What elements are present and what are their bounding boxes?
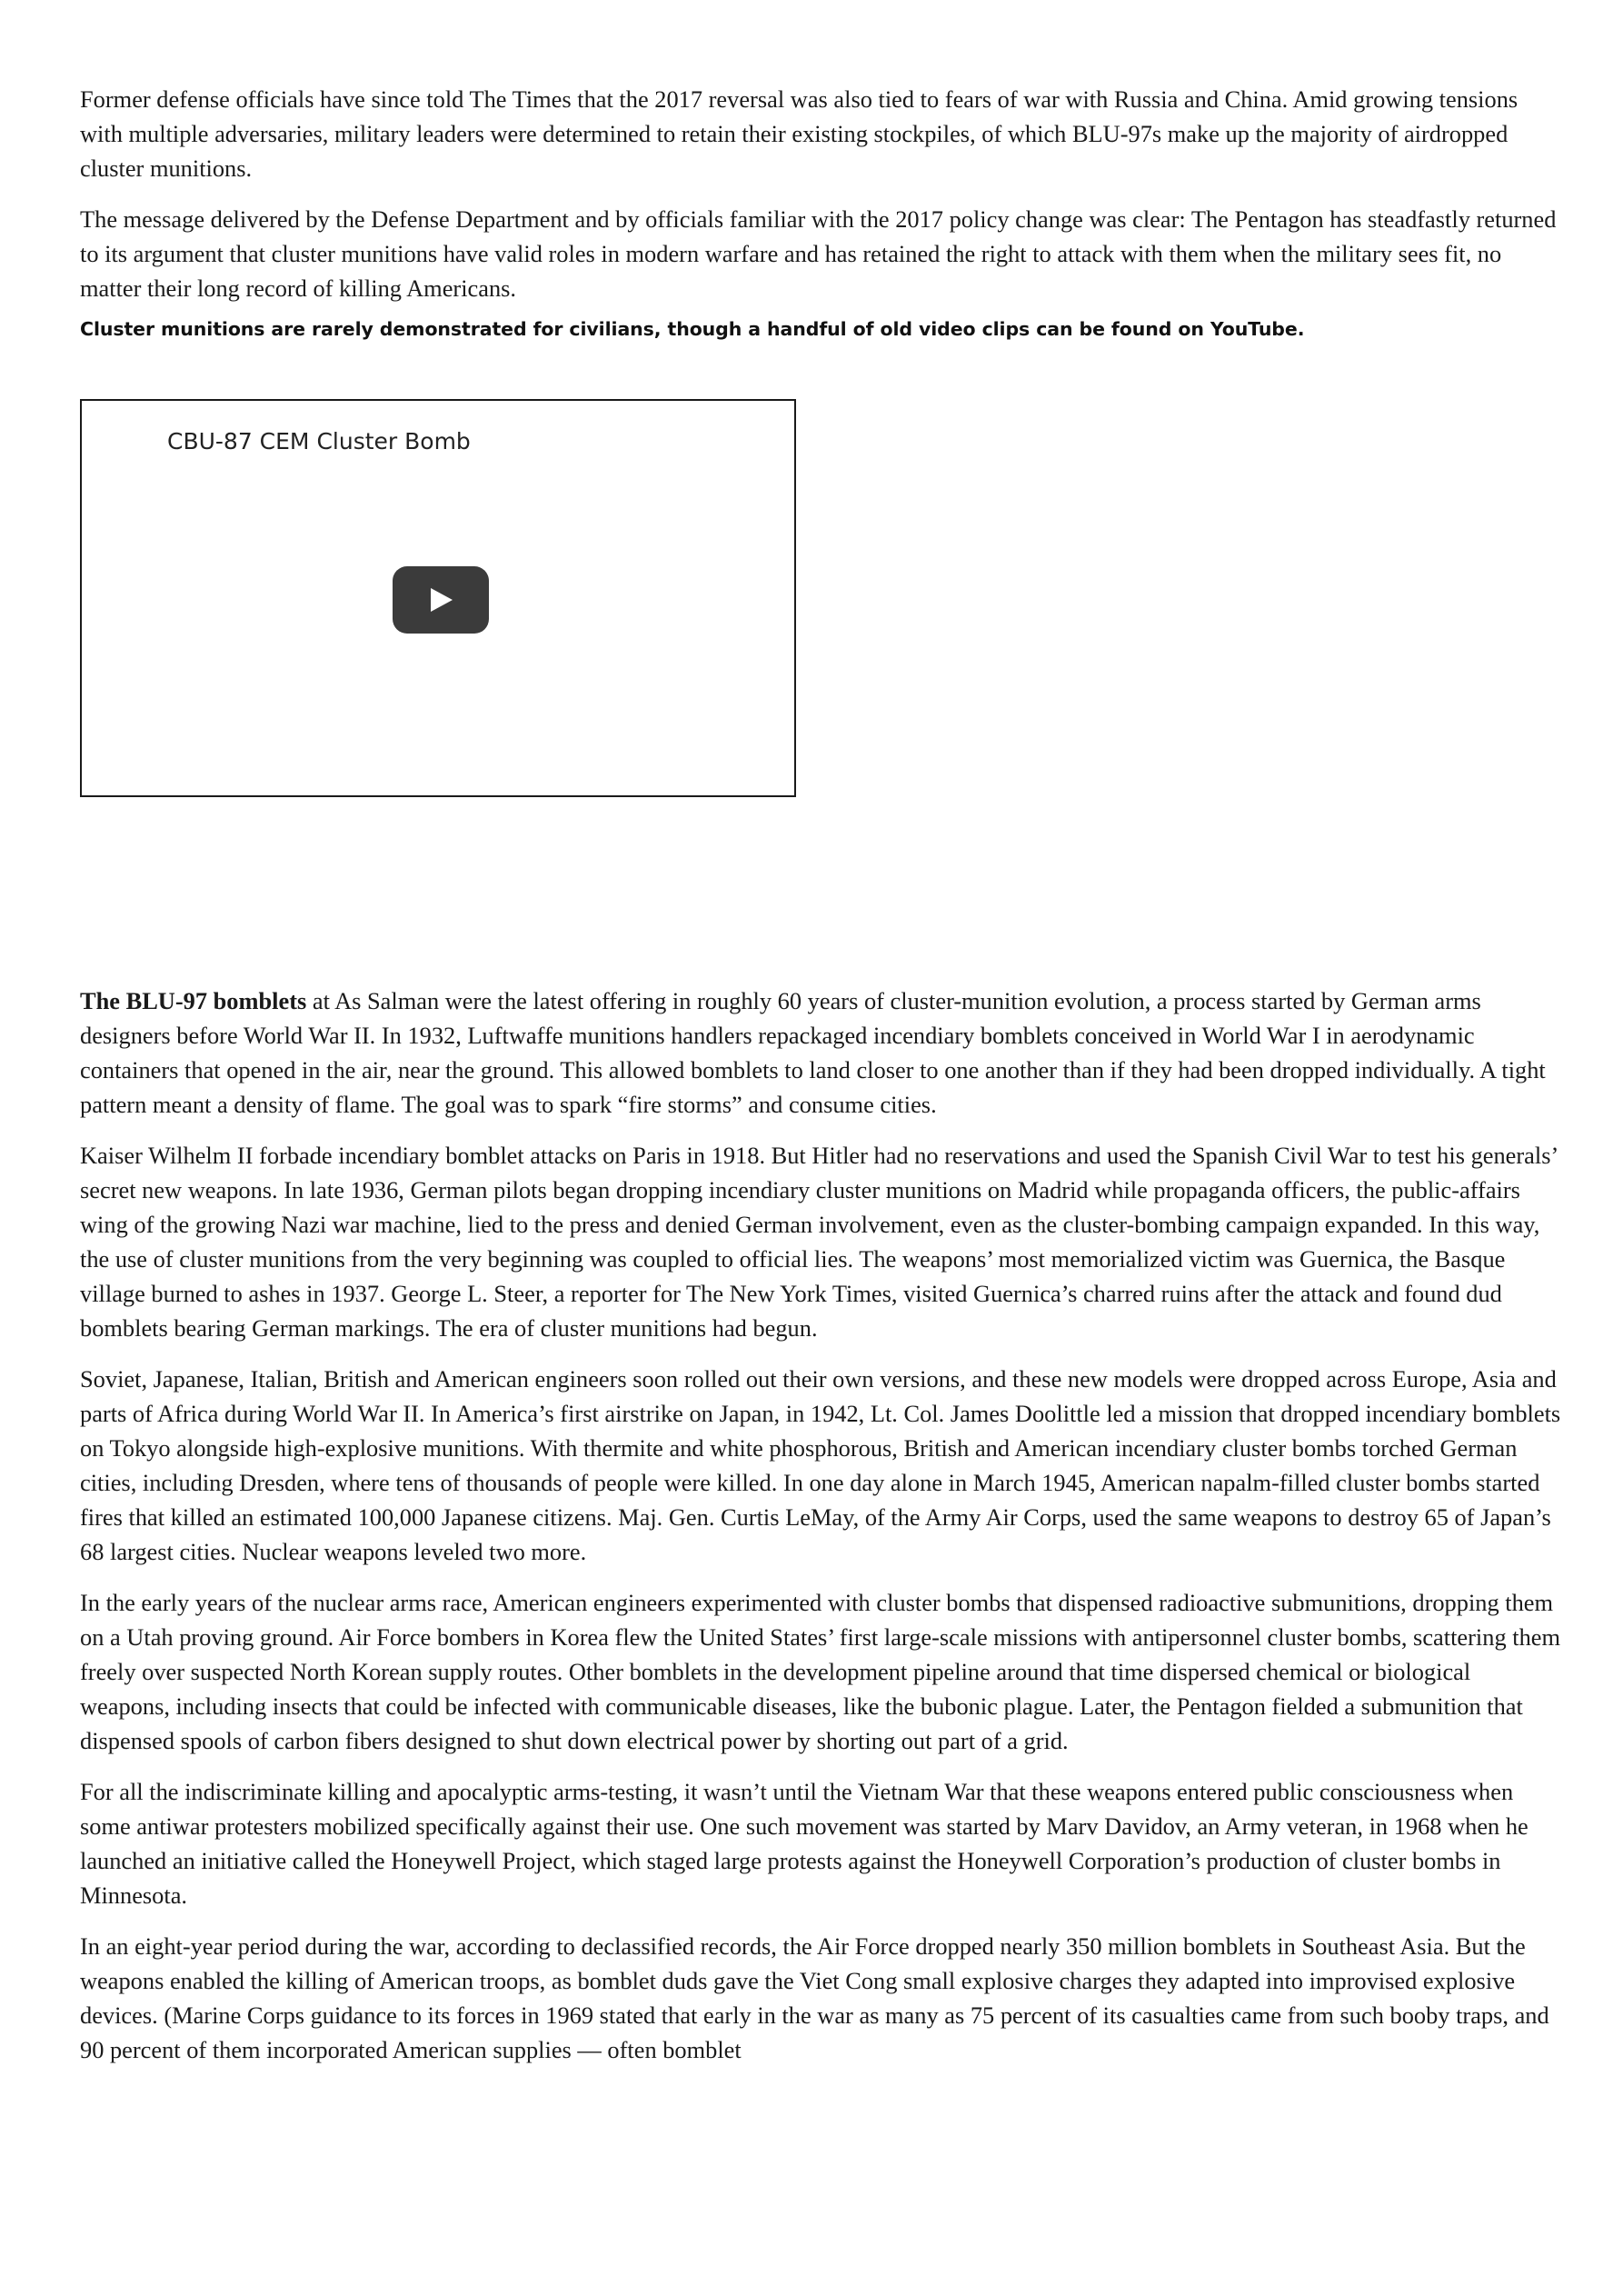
youtube-video-embed[interactable] [80,399,796,797]
paragraph: Former defense officials have since told The Times that the 2017 reversal was also tied to fears of war with Russia and China. Amid growing tensions with multiple adversaries, military leaders were determined to retain their existing stockpiles, of which BLU-97s make up the majority of airdropped cluster munitions. [80,85,1518,182]
paragraph: Soviet, Japanese, Italian, British and American engineers soon rolled out their own versions, and these new models were dropped across Europe, Asia and parts of Africa during World War II. In America’s first airstrike on Japan, in 1942, Lt. Col. James Doolittle led a mission that dropped incendiary bomblets on Tokyo alongside high-explosive munitions. With thermite and white phosphorous, British and American incendiary cluster bombs torched German cities, including Dresden, where tens of thousands of people were killed. In one day alone in March 1945, American napalm-filled cluster bombs started fires that killed an estimated 100,000 Japanese citizens. Maj. Gen. Curtis LeMay, of the Army Air Corps, used the same weapons to destroy 65 of Japan’s 68 largest cities. Nuclear weapons leveled two more. [80,1365,1561,1565]
article-body [80,983,1563,2083]
paragraph: In the early years of the nuclear arms race, American engineers experimented with cluster bombs that dispensed radioactive submunitions, dropping them on a Utah proving ground. Air Force bombers in Korea flew the United States’ first large-scale missions with antipersonnel cluster bombs, scattering them freely over suspected North Korean supply routes. Other bomblets in the development pipeline around that time dispersed chemical or biological weapons, including insects that could be infected with communicable diseases, like the bubonic plague. Later, the Pentagon fielded a submunition that dispensed spools of carbon fibers designed to shut down electrical power by shorting out part of a grid. [80,1589,1561,1754]
video-caption: Cluster munitions are rarely demonstrated for civilians, though a handful of old video clips can be found on YouTube. [80,318,1305,340]
paragraph: The message delivered by the Defense Department and by officials familiar with the 2017 policy change was clear: The Pentagon has steadfastly returned to its argument that cluster munitions have valid roles in modern warfare and has retained the right to attack with them when the military sees fit, no matter their long record of killing Americans. [80,205,1557,302]
paragraph: In an eight-year period during the war, according to declassified records, the Air Force dropped nearly 350 million bomblets in Southeast Asia. But the weapons enabled the killing of American troops, as bomblet duds gave the Viet Cong small explosive charges they adapted into improvised explosive devices. (Marine Corps guidance to its forces in 1969 stated that early in the war as many as 75 percent of its casualties came from such booby traps, and 90 percent of them incorporated American supplies — often bomblet [80,1932,1549,2063]
paragraph [80,983,1563,1122]
paragraph: Kaiser Wilhelm II forbade incendiary bomblet attacks on Paris in 1918. But Hitler had no reservations and used the Spanish Civil War to test his generals’ secret new weapons. In late 1936, German pilots began dropping incendiary cluster munitions on Madrid while propaganda officers, the public-affairs wing of the growing Nazi war machine, lied to the press and denied German involvement, even as the cluster-bombing campaign expanded. In this way, the use of cluster munitions from the very beginning was coupled to official lies. The weapons’ most memorialized victim was Guernica, the Basque village burned to ashes in 1937. George L. Steer, a reporter for The New York Times, visited Guernica’s charred ruins after the attack and found dud bomblets bearing German markings. The era of cluster munitions had begun. [80,1142,1558,1342]
play-icon [431,588,453,612]
paragraph: For all the indiscriminate killing and apocalyptic arms-testing, it wasn’t until the Vietnam War that these weapons entered public consciousness when some antiwar protesters mobilized specifically against their use. One such movement was started by Marv Davidov, an Army veteran, in 1968 when he launched an initiative called the Honeywell Project, which staged large protests against the Honeywell Corporation’s production of cluster bombs in Minnesota. [80,1778,1528,1909]
play-button[interactable] [393,566,489,634]
paragraph-text: at As Salman were the latest offering in roughly 60 years of cluster-munition evolution, a process started by German arms designers before World War II. In 1932, Luftwaffe munitions handlers repackaged incendiary bomblets conceived in World War I in aerodynamic containers that opened in the air, near the ground. This allowed bomblets to land closer to one another than if they had been dropped individually. A tight pattern meant a density of flame. The goal was to spark “fire storms” and consume cities. [80,987,1546,1118]
video-title[interactable]: CBU-87 CEM Cluster Bomb [167,428,471,454]
paragraph-lead: The BLU-97 bomblets [80,987,307,1014]
article-intro [80,82,1563,342]
